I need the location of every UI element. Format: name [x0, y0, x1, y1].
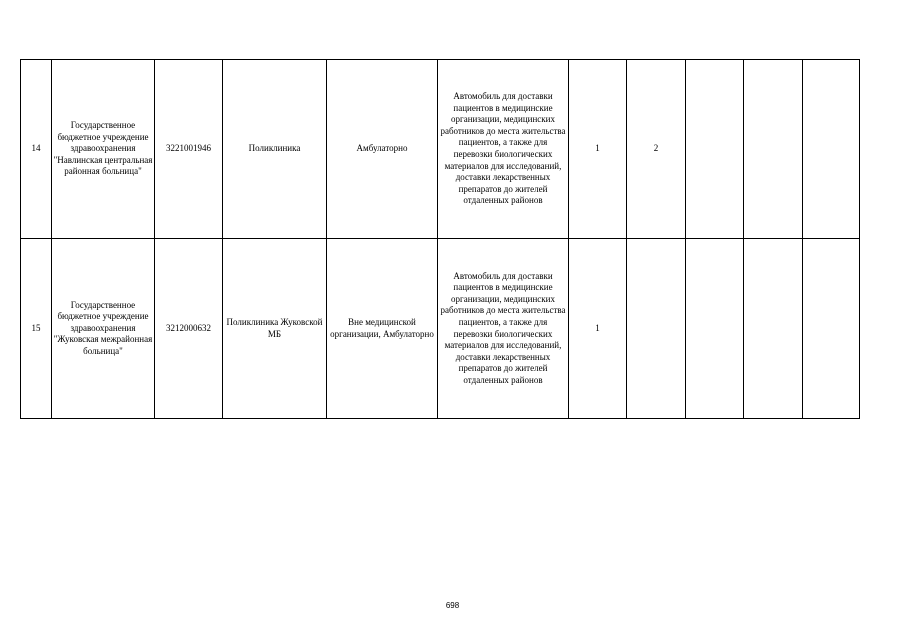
institution-cell [52, 239, 155, 419]
inn-value: 3221001946 [166, 143, 211, 154]
care-conditions: Амбулаторно [356, 143, 408, 154]
count-value-7: 1 [595, 143, 600, 154]
count-cell-8 [627, 239, 686, 419]
inn-value: 3212000632 [166, 322, 211, 333]
count-value-8: 2 [653, 143, 659, 154]
count-cell-10 [744, 60, 803, 239]
row-number-cell [21, 60, 52, 239]
row-number-cell [21, 239, 52, 419]
inn-cell [155, 239, 223, 419]
count-cell-8 [627, 60, 686, 239]
page-number: 698 [445, 601, 460, 610]
vehicle-purpose-cell [438, 60, 569, 239]
table-row [21, 60, 860, 239]
count-cell-7 [569, 60, 627, 239]
vehicle-purpose-cell [438, 239, 569, 419]
institution-name: Государственное бюджетное учреждение здравоохранения "Жуковская межрайонная больница" [53, 299, 153, 356]
count-cell-11 [803, 60, 860, 239]
vehicle-purpose: Автомобиль для доставки пациентов в медицинские организации, медицинских работников до места жительства пациентов, а также для перевозки биологических материалов для исследований, доставки лекарственных препаратов до жителей отдаленных районов [440, 270, 566, 385]
count-cell-10 [744, 239, 803, 419]
table-row [21, 239, 860, 419]
unit-name: Поликлиника [248, 143, 301, 154]
count-cell-7 [569, 239, 627, 419]
count-cell-11 [803, 239, 860, 419]
institution-name: Государственное бюджетное учреждение здравоохранения "Навлинская центральная районная больница" [53, 120, 153, 177]
inn-cell [155, 60, 223, 239]
care-conditions: Вне медицинской организации, Амбулаторно [330, 316, 434, 339]
count-cell-9 [686, 60, 744, 239]
registry-table [20, 59, 860, 419]
row-number: 14 [31, 143, 41, 154]
vehicle-purpose: Автомобиль для доставки пациентов в медицинские организации, медицинских работников до места жительства пациентов, а также для перевозки биологических материалов для исследований, доставки лекарственных препаратов до жителей отдаленных районов [440, 91, 566, 206]
count-cell-9 [686, 239, 744, 419]
count-value-7: 1 [595, 322, 600, 333]
conditions-cell [327, 60, 438, 239]
row-number: 15 [31, 322, 41, 333]
unit-cell [223, 60, 327, 239]
institution-cell [52, 60, 155, 239]
conditions-cell [327, 239, 438, 419]
unit-name: Поликлиника Жуковской МБ [226, 316, 323, 339]
unit-cell [223, 239, 327, 419]
